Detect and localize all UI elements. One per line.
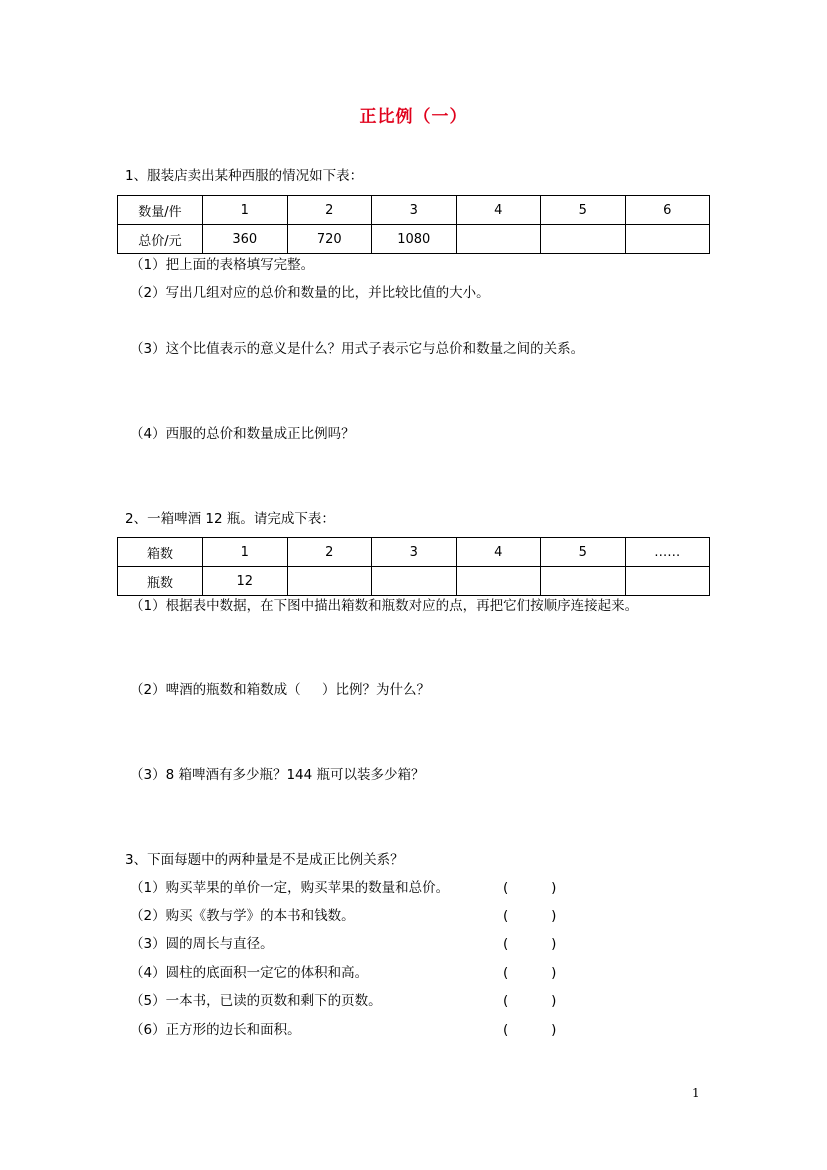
q1-cell: 6 [625,196,710,225]
q3-answer-blank-3[interactable]: ( ) [503,936,557,952]
q1-cell: 1 [203,196,288,225]
q3-item-4: （4）圆柱的底面积一定它的体积和高。 [130,965,369,981]
q2-cell: 12 [203,567,288,596]
q2-cell-blank[interactable] [541,567,626,596]
q2-table [117,537,710,596]
q3-item-1: （1）购买苹果的单价一定，购买苹果的数量和总价。 [130,880,450,896]
q1-cell-header: 总价/元 [118,225,203,254]
q2-cell-blank[interactable] [456,567,541,596]
q1-table-row-quantity [118,196,710,225]
q1-sub-1: （1）把上面的表格填写完整。 [130,257,315,273]
q2-table-row-bottles [118,567,710,596]
q1-cell: 2 [287,196,372,225]
q1-table-row-total [118,225,710,254]
q2-cell: …… [625,538,710,567]
q1-cell: 5 [541,196,626,225]
q2-cell-header: 箱数 [118,538,203,567]
q1-cell: 3 [372,196,457,225]
q3-item-3: （3）圆的周长与直径。 [130,936,274,952]
q2-sub-3: （3）8 箱啤酒有多少瓶？144 瓶可以装多少箱？ [130,767,425,783]
page-number: 1 [692,1086,700,1100]
page-title: 正比例（一） [359,107,468,127]
q2-cell-header: 瓶数 [118,567,203,596]
q3-item-6: （6）正方形的边长和面积。 [130,1022,301,1038]
q2-cell: 2 [287,538,372,567]
q1-cell: 1080 [372,225,457,254]
q1-cell-blank[interactable] [456,225,541,254]
q3-answer-blank-2[interactable]: ( ) [503,908,557,924]
q1-table [117,195,710,254]
q2-heading: 2、一箱啤酒 12 瓶。请完成下表： [125,511,335,527]
q2-cell: 5 [541,538,626,567]
q3-heading: 3、下面每题中的两种量是不是成正比例关系？ [125,852,404,868]
q2-cell-blank[interactable] [625,567,710,596]
q2-cell: 3 [372,538,457,567]
q1-sub-4: （4）西服的总价和数量成正比例吗？ [130,426,355,442]
q3-item-5: （5）一本书，已读的页数和剩下的页数。 [130,993,382,1009]
q1-sub-2: （2）写出几组对应的总价和数量的比，并比较比值的大小。 [130,285,490,301]
q1-cell-blank[interactable] [541,225,626,254]
q2-table-row-boxes [118,538,710,567]
q1-cell: 720 [287,225,372,254]
q1-sub-3: （3）这个比值表示的意义是什么？用式子表示它与总价和数量之间的关系。 [130,341,585,357]
q1-cell-blank[interactable] [625,225,710,254]
q3-answer-blank-1[interactable]: ( ) [503,880,557,896]
q3-item-2: （2）购买《教与学》的本书和钱数。 [130,908,355,924]
q2-cell-blank[interactable] [287,567,372,596]
q2-sub-2: （2）啤酒的瓶数和箱数成（ ）比例？为什么？ [130,682,431,698]
q3-answer-blank-4[interactable]: ( ) [503,965,557,981]
q2-cell: 4 [456,538,541,567]
q3-answer-blank-6[interactable]: ( ) [503,1022,557,1038]
q3-answer-blank-5[interactable]: ( ) [503,993,557,1009]
q1-heading: 1、服装店卖出某种西服的情况如下表： [125,168,364,184]
q1-cell: 4 [456,196,541,225]
q2-cell-blank[interactable] [372,567,457,596]
q1-cell: 360 [203,225,288,254]
q1-cell-header: 数量/件 [118,196,203,225]
q2-cell: 1 [203,538,288,567]
q2-sub-1: （1）根据表中数据，在下图中描出箱数和瓶数对应的点，再把它们按顺序连接起来。 [130,598,639,614]
